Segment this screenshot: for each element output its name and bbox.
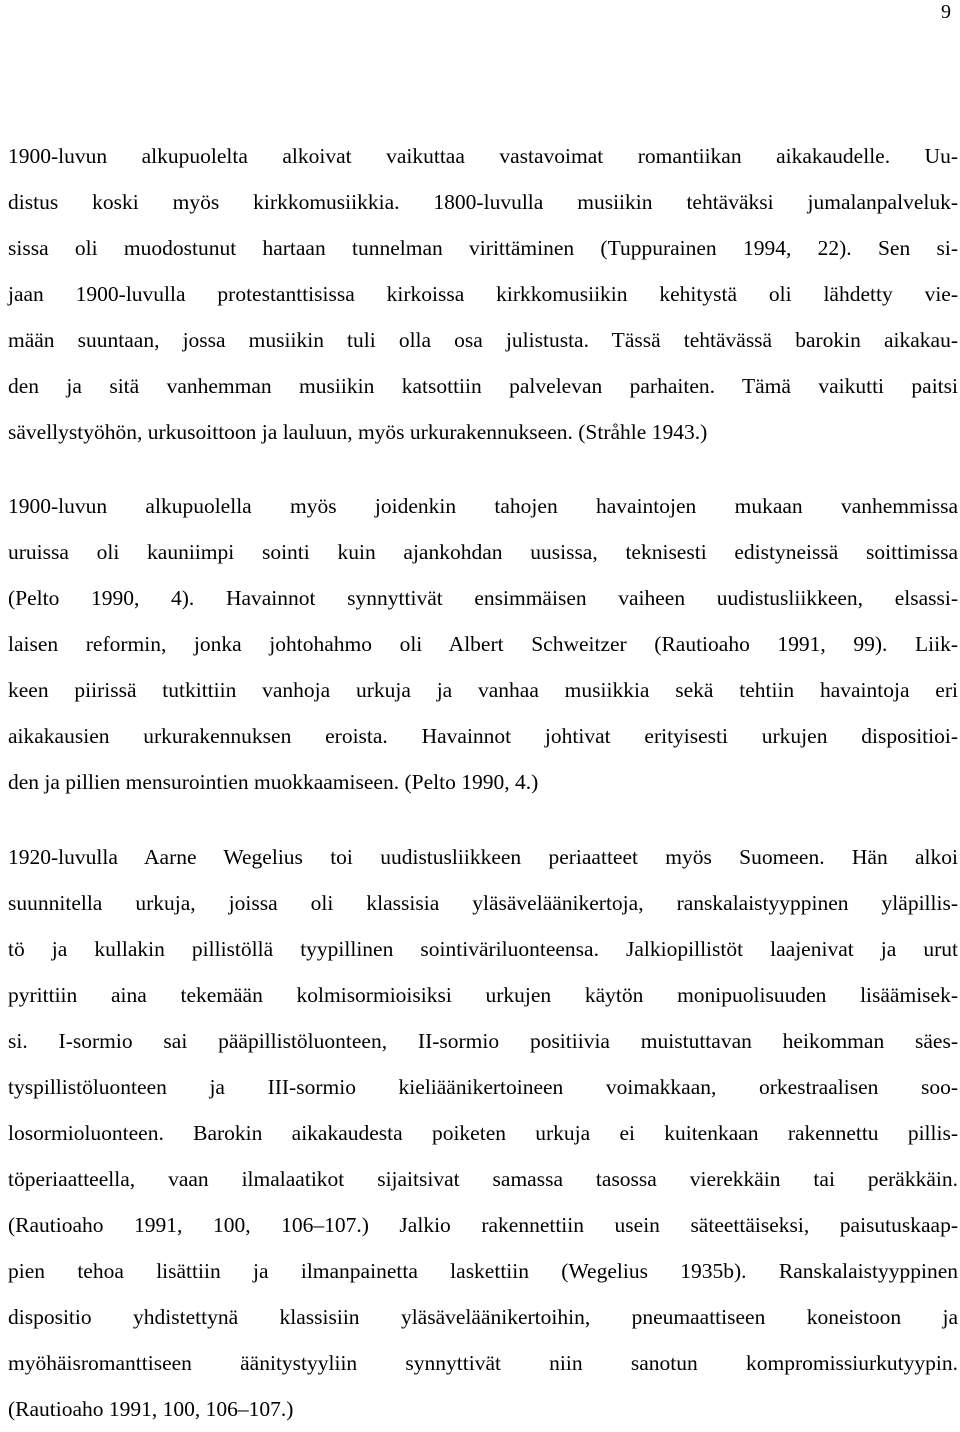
text-line: pyrittiin aina tekemään kolmisormioisiksi urkujen käytön monipuolisuuden lisäämisek- [8,983,958,1007]
text-line: 1920-luvulla Aarne Wegelius toi uudistusliikkeen periaatteet myös Suomeen. Hän alkoi [8,845,958,869]
text-line: laisen reformin, jonka johtohahmo oli Albert Schweitzer (Rautioaho 1991, 99). Liik- [8,632,958,656]
text-line: den ja sitä vanhemman musiikin katsottiin palvelevan parhaiten. Tämä vaikutti paitsi [8,374,958,398]
text-line: mään suuntaan, jossa musiikin tuli olla osa julistusta. Tässä tehtävässä barokin aikakau- [8,328,958,352]
text-line: tö ja kullakin pillistöllä tyypillinen sointiväriluonteensa. Jalkiopillistöt laajenivat ja urut [8,937,958,961]
paragraph [8,133,958,455]
text-line: dispositio yhdistettynä klassisiin yläsäveläänikertoihin, pneumaattiseen koneistoon ja [8,1305,958,1329]
text-line: losormioluonteen. Barokin aikakaudesta poiketen urkuja ei kuitenkaan rakennettu pillis- [8,1121,958,1145]
text-line: (Pelto 1990, 4). Havainnot synnyttivät ensimmäisen vaiheen uudistusliikkeen, elsassi- [8,586,958,610]
text-line: keen piirissä tutkittiin vanhoja urkuja ja vanhaa musiikkia sekä tehtiin havaintoja eri [8,678,958,702]
text-line: jaan 1900-luvulla protestanttisissa kirkoissa kirkkomusiikin kehitystä oli lähdetty vie- [8,282,958,306]
text-line: uruissa oli kauniimpi sointi kuin ajankohdan uusissa, teknisesti edistyneissä soittimissa [8,540,958,564]
text-line: 1900-luvun alkupuolella myös joidenkin tahojen havaintojen mukaan vanhemmissa [8,494,958,518]
text-line: sissa oli muodostunut hartaan tunnelman virittäminen (Tuppurainen 1994, 22). Sen si- [8,236,958,260]
page-number: 9 [941,1,951,23]
text-line: pien tehoa lisättiin ja ilmanpainetta laskettiin (Wegelius 1935b). Ranskalaistyyppinen [8,1259,958,1283]
text-line: distus koski myös kirkkomusiikkia. 1800-luvulla musiikin tehtäväksi jumalanpalveluk- [8,190,958,214]
text-line: (Rautioaho 1991, 100, 106–107.) Jalkio rakennettiin usein säteettäiseksi, paisutuskaap- [8,1213,958,1237]
text-line: töperiaatteella, vaan ilmalaatikot sijaitsivat samassa tasossa vierekkäin tai peräkkäin. [8,1167,958,1191]
text-line: myöhäisromanttiseen äänitystyyliin synnyttivät niin sanotun kompromissiurkutyypin. [8,1351,958,1375]
text-line: 1900-luvun alkupuolelta alkoivat vaikuttaa vastavoimat romantiikan aikakaudelle. Uu- [8,144,958,168]
text-line: den ja pillien mensurointien muokkaamiseen. (Pelto 1990, 4.) [8,770,539,794]
text-line: sävellystyöhön, urkusoittoon ja lauluun, myös urkurakennukseen. (Stråhle 1943.) [8,420,708,444]
paragraph [8,834,958,1432]
text-line: tyspillistöluonteen ja III-sormio kieliäänikertoineen voimakkaan, orkestraalisen soo- [8,1075,958,1099]
text-line: aikakausien urkurakennuksen eroista. Havainnot johtivat erityisesti urkujen dispositioi- [8,724,958,748]
text-line: (Rautioaho 1991, 100, 106–107.) [8,1397,294,1421]
text-line: si. I-sormio sai pääpillistöluonteen, II-sormio positiivia muistuttavan heikomman säes- [8,1029,958,1053]
paragraph [8,483,958,805]
text-line: suunnitella urkuja, joissa oli klassisia yläsäveläänikertoja, ranskalaistyyppinen yläpillis- [8,891,958,915]
